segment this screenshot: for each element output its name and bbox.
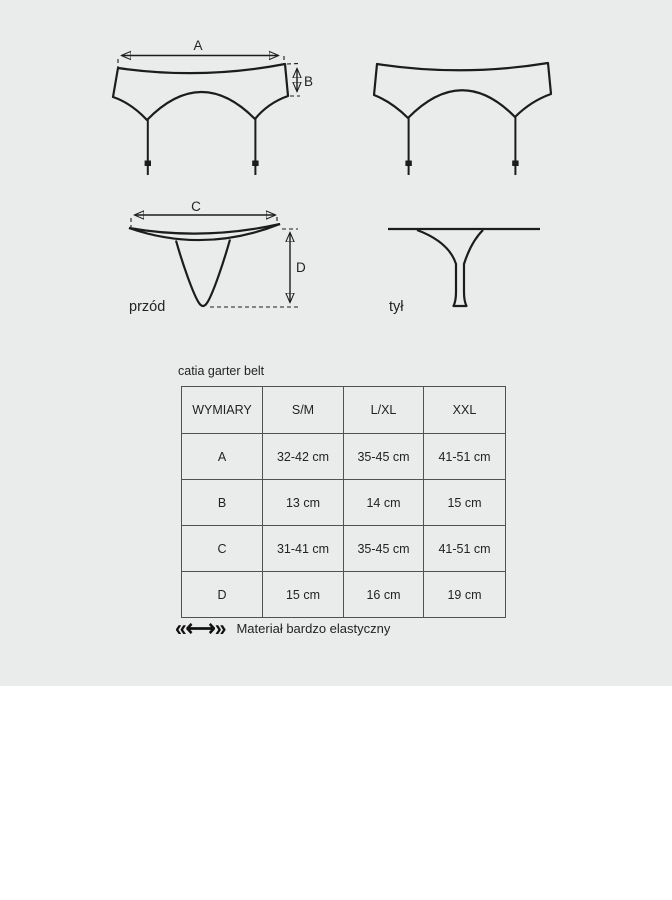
garter-clip-icon bbox=[405, 161, 411, 167]
table-row-a bbox=[182, 434, 506, 480]
thong-back-drawing bbox=[388, 229, 540, 315]
value-cell: 32-42 cm bbox=[263, 434, 344, 480]
value-cell: 15 cm bbox=[263, 572, 344, 618]
dimension-d-label: D bbox=[296, 260, 306, 275]
garter-clip-icon bbox=[145, 161, 151, 167]
value-cell: 16 cm bbox=[344, 572, 424, 618]
size-table bbox=[181, 386, 506, 618]
table-row-c bbox=[182, 526, 506, 572]
value-cell: 35-45 cm bbox=[344, 434, 424, 480]
dimension-cell: C bbox=[182, 526, 263, 572]
size-table-header-row bbox=[182, 387, 506, 434]
garment-diagrams bbox=[0, 0, 672, 345]
elastic-material-text: Materiał bardzo elastyczny bbox=[236, 621, 391, 636]
size-table-caption: catia garter belt bbox=[178, 364, 265, 378]
dimension-cell: D bbox=[182, 572, 263, 618]
thong-front-drawing bbox=[129, 199, 306, 315]
value-cell: 15 cm bbox=[424, 480, 506, 526]
elastic-material-note bbox=[175, 618, 390, 639]
header-xxl: XXL bbox=[424, 387, 506, 434]
header-sm: S/M bbox=[263, 387, 344, 434]
garter-belt-back-drawing bbox=[374, 63, 551, 175]
garter-clip-icon bbox=[512, 161, 518, 167]
value-cell: 41-51 cm bbox=[424, 434, 506, 480]
value-cell: 41-51 cm bbox=[424, 526, 506, 572]
table-row-b bbox=[182, 480, 506, 526]
table-row-d bbox=[182, 572, 506, 618]
garter-belt-front-drawing bbox=[113, 38, 313, 175]
value-cell: 31-41 cm bbox=[263, 526, 344, 572]
header-lxl: L/XL bbox=[344, 387, 424, 434]
value-cell: 13 cm bbox=[263, 480, 344, 526]
dimension-a-label: A bbox=[193, 38, 203, 53]
dimension-b-label: B bbox=[304, 74, 314, 89]
front-view-label: przód bbox=[129, 299, 166, 315]
stretch-arrows-icon: «⟷» bbox=[175, 616, 226, 641]
header-wymiary: WYMIARY bbox=[182, 387, 263, 434]
back-view-label: tył bbox=[389, 299, 404, 315]
dimension-cell: A bbox=[182, 434, 263, 480]
value-cell: 14 cm bbox=[344, 480, 424, 526]
value-cell: 19 cm bbox=[424, 572, 506, 618]
garter-clip-icon bbox=[252, 161, 258, 167]
dimension-cell: B bbox=[182, 480, 263, 526]
value-cell: 35-45 cm bbox=[344, 526, 424, 572]
dimension-c-label: C bbox=[191, 199, 201, 214]
